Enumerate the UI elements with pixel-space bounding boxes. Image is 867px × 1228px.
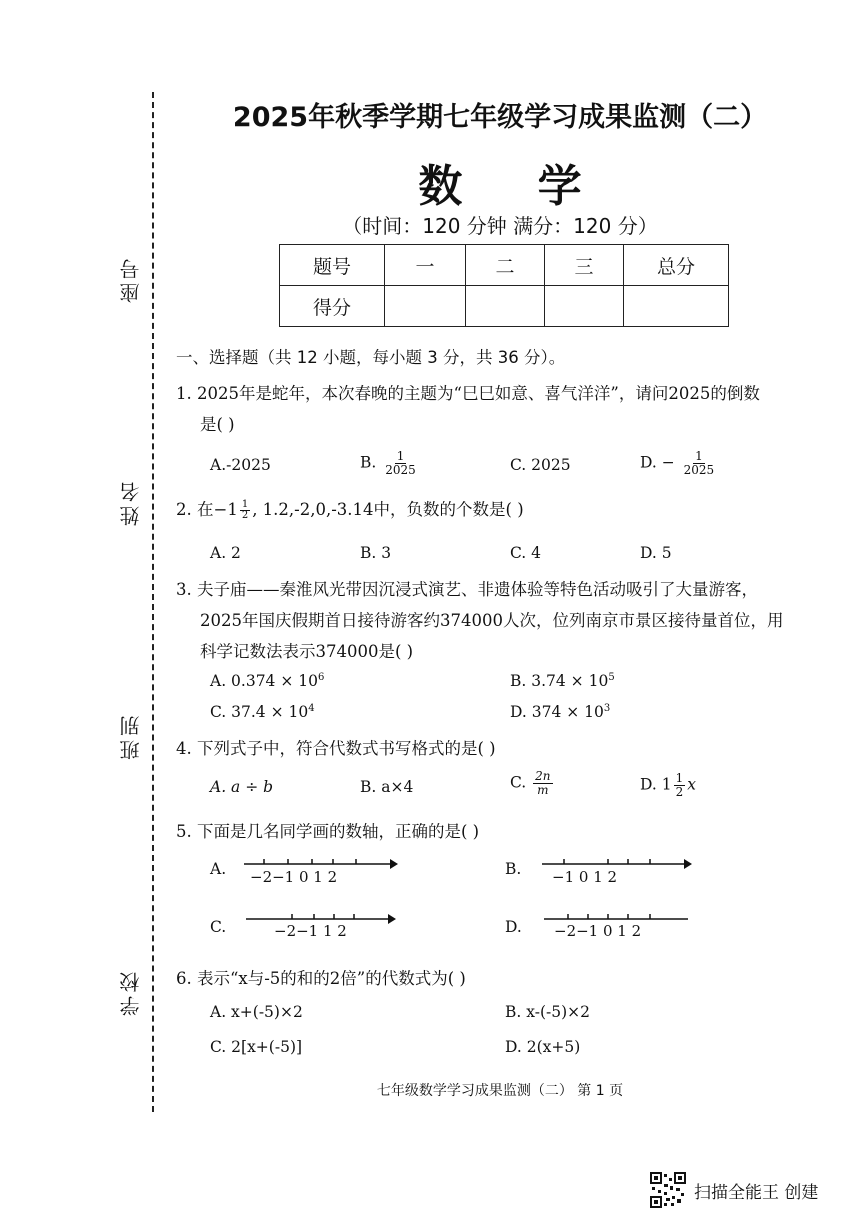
q4-option-d-variable: x bbox=[687, 775, 696, 794]
q4-option-c-fraction bbox=[533, 770, 552, 797]
q4-option-c[interactable] bbox=[510, 770, 555, 797]
q1-option-d[interactable] bbox=[640, 450, 718, 477]
q1-option-c[interactable]: C. 2025 bbox=[510, 456, 571, 474]
q3-stem-line2: 2025年国庆假期首日接待游客约374000人次，位列南京市景区接待量首位，用 bbox=[200, 611, 784, 630]
school-label: 学校 bbox=[119, 968, 143, 1016]
subject-title: 数 学 bbox=[418, 161, 612, 212]
name-label: 姓名 bbox=[119, 478, 143, 526]
q1-option-d-prefix: D. − bbox=[640, 453, 675, 472]
q3-option-b[interactable] bbox=[510, 672, 615, 690]
q2-option-c[interactable]: C. 4 bbox=[510, 544, 542, 562]
q3-stem-line1: 3. 夫子庙——秦淮风光带因沉浸式演艺、非遗体验等特色活动吸引了大量游客， bbox=[176, 580, 758, 599]
q3-option-c[interactable] bbox=[210, 703, 315, 721]
fraction-denominator: 2 bbox=[675, 785, 684, 799]
q5-option-a-ticks: −2−1 0 1 2 bbox=[250, 868, 338, 886]
score-table bbox=[279, 244, 729, 327]
score-cell[interactable] bbox=[466, 286, 545, 327]
q5-option-d-ticks: −2−1 0 1 2 bbox=[554, 922, 642, 940]
q3-option-d-exponent: 3 bbox=[603, 703, 611, 714]
score-cell[interactable] bbox=[624, 286, 729, 327]
fraction-numerator: 1 bbox=[241, 499, 249, 510]
q3-stem-line3: 科学记数法表示374000是( ) bbox=[200, 642, 414, 661]
q3-option-b-exponent: 5 bbox=[608, 672, 615, 683]
section-heading: 一、选择题（共 12 小题，每小题 3 分，共 36 分）。 bbox=[176, 348, 566, 367]
q5-stem: 5. 下面是几名同学画的数轴，正确的是( ) bbox=[176, 822, 480, 841]
fraction-numerator: 1 bbox=[675, 771, 684, 785]
class-label: 班别 bbox=[119, 712, 143, 760]
q2-option-b[interactable]: B. 3 bbox=[360, 544, 392, 562]
q5-option-b-ticks: −1 0 1 2 bbox=[552, 868, 618, 886]
fraction-numerator: 2n bbox=[535, 769, 551, 783]
scanner-watermark bbox=[650, 1172, 818, 1208]
q4-option-c-prefix: C. bbox=[510, 773, 527, 792]
fraction-denominator: 2 bbox=[241, 510, 249, 521]
q1-stem-line2: 是( ) bbox=[200, 415, 235, 434]
q3-option-d-base: D. 374 × 10 bbox=[510, 703, 604, 722]
q5-option-d-label[interactable]: D. bbox=[505, 918, 522, 936]
q2-stem-prefix: 2. 在−1 bbox=[176, 500, 238, 519]
q3-option-a-exponent: 6 bbox=[318, 672, 325, 683]
q1-stem-line1: 1. 2025年是蛇年，本次春晚的主题为“巳巳如意、喜气洋洋”，请问2025的倒数 bbox=[176, 384, 760, 403]
q2-stem bbox=[176, 496, 524, 521]
q1-option-b[interactable] bbox=[360, 450, 420, 477]
q6-option-a[interactable]: A. x+(-5)×2 bbox=[210, 1003, 303, 1021]
q5-option-b-label[interactable]: B. bbox=[505, 860, 522, 878]
score-header-cell: 题号 bbox=[280, 245, 385, 286]
q4-stem: 4. 下列式子中，符合代数式书写格式的是( ) bbox=[176, 739, 496, 758]
q4-option-d[interactable] bbox=[640, 772, 696, 799]
q6-option-d[interactable]: D. 2(x+5) bbox=[505, 1038, 581, 1056]
page-footer: 七年级数学学习成果监测（二） 第 1 页 bbox=[376, 1083, 624, 1099]
q6-stem: 6. 表示“x与-5的和的2倍”的代数式为( ) bbox=[176, 969, 466, 988]
fraction-denominator: m bbox=[537, 783, 549, 797]
q3-option-b-base: B. 3.74 × 10 bbox=[510, 672, 609, 691]
q4-option-b[interactable]: B. a×4 bbox=[360, 778, 414, 796]
q2-stem-suffix: , 1.2,-2,0,-3.14中，负数的个数是( ) bbox=[252, 500, 524, 519]
binding-line bbox=[152, 92, 154, 1112]
q3-option-a[interactable] bbox=[210, 672, 324, 690]
fraction-denominator: 2025 bbox=[385, 463, 416, 477]
q3-option-a-base: A. 0.374 × 10 bbox=[210, 672, 318, 691]
score-header-cell: 二 bbox=[466, 245, 545, 286]
q4-option-a[interactable]: A. a ÷ b bbox=[210, 778, 274, 796]
score-header-cell: 三 bbox=[545, 245, 624, 286]
qr-code-icon bbox=[650, 1172, 686, 1208]
q6-option-c[interactable]: C. 2[x+(-5)] bbox=[210, 1038, 303, 1056]
q3-option-d[interactable] bbox=[510, 703, 610, 721]
score-header-cell: 一 bbox=[385, 245, 466, 286]
fraction-denominator: 2025 bbox=[683, 463, 715, 477]
score-cell[interactable] bbox=[385, 286, 466, 327]
q5-option-a-label[interactable]: A. bbox=[210, 860, 227, 878]
q1-option-d-fraction bbox=[682, 450, 717, 477]
q2-option-d[interactable]: D. 5 bbox=[640, 544, 672, 562]
score-header-cell: 总分 bbox=[624, 245, 729, 286]
q1-option-a[interactable]: A.-2025 bbox=[210, 456, 271, 474]
exam-title: 2025年秋季学期七年级学习成果监测（二） bbox=[232, 102, 768, 133]
q2-option-a[interactable]: A. 2 bbox=[210, 544, 241, 562]
q1-option-b-prefix: B. bbox=[360, 453, 377, 472]
time-info: （时间：120 分钟 满分：120 分） bbox=[342, 214, 658, 238]
q3-option-c-base: C. 37.4 × 10 bbox=[210, 703, 309, 722]
q5-option-c-ticks: −2−1 1 2 bbox=[274, 922, 347, 940]
seat-label: 座号 bbox=[119, 255, 143, 303]
q5-option-c-label[interactable]: C. bbox=[210, 918, 227, 936]
watermark-text: 扫描全能王 创建 bbox=[694, 1182, 819, 1203]
q4-option-d-fraction bbox=[674, 772, 686, 799]
q4-option-d-prefix: D. 1 bbox=[640, 775, 672, 794]
q2-mixed-fraction bbox=[240, 500, 250, 521]
fraction-numerator: 1 bbox=[695, 449, 703, 463]
q1-option-b-fraction bbox=[383, 450, 418, 477]
score-cell[interactable] bbox=[545, 286, 624, 327]
score-row-label: 得分 bbox=[280, 286, 385, 327]
q6-option-b[interactable]: B. x-(-5)×2 bbox=[505, 1003, 590, 1021]
fraction-numerator: 1 bbox=[396, 449, 405, 463]
q3-option-c-exponent: 4 bbox=[308, 703, 315, 714]
